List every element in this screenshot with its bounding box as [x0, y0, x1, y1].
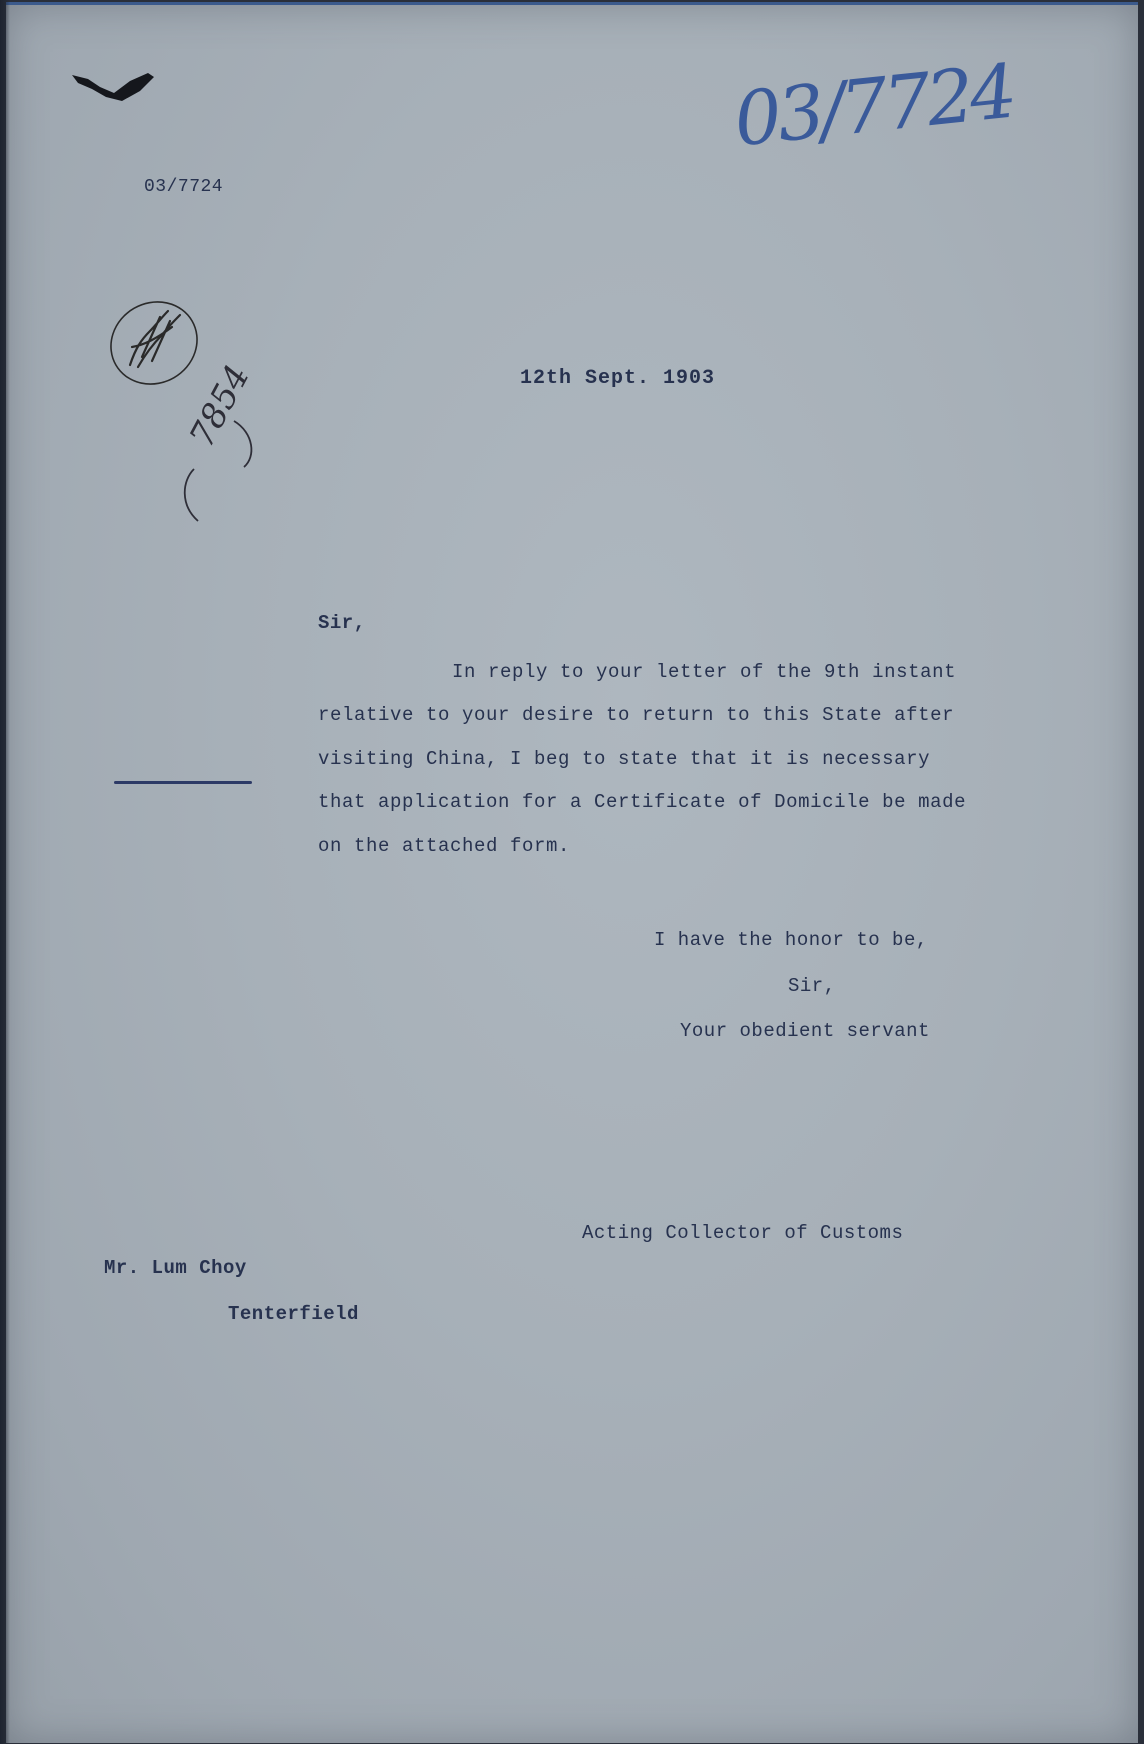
closing-line-3: Your obedient servant	[680, 1020, 930, 1042]
scan-edge-shadow	[0, 0, 10, 1744]
closing-line-1: I have the honor to be,	[654, 929, 928, 951]
body-line: that application for a Certificate of Domicile be made	[318, 791, 967, 813]
addressee-place: Tenterfield	[228, 1303, 359, 1325]
margin-number-bracket	[174, 409, 264, 529]
handwritten-reference-number: 03/7724	[730, 48, 1018, 164]
body-line: relative to your desire to return to this State after	[318, 704, 955, 726]
letter-date: 12th Sept. 1903	[520, 367, 716, 390]
salutation: Sir,	[318, 612, 366, 634]
body-line: In reply to your letter of the 9th instant	[452, 661, 957, 683]
margin-handwritten-number: 7854	[182, 358, 258, 454]
letter-sheet	[6, 2, 1138, 1743]
margin-rule-line	[114, 781, 252, 784]
closing-line-2: Sir,	[788, 975, 836, 997]
addressee-name: Mr. Lum Choy	[104, 1257, 247, 1279]
body-line: on the attached form.	[318, 835, 571, 857]
body-line: visiting China, I beg to state that it is necessary	[318, 748, 931, 770]
typed-reference-number: 03/7724	[144, 177, 224, 197]
torn-corner-mark	[70, 67, 160, 107]
signature-title: Acting Collector of Customs	[582, 1222, 904, 1244]
initials-signature-mark	[102, 287, 212, 397]
